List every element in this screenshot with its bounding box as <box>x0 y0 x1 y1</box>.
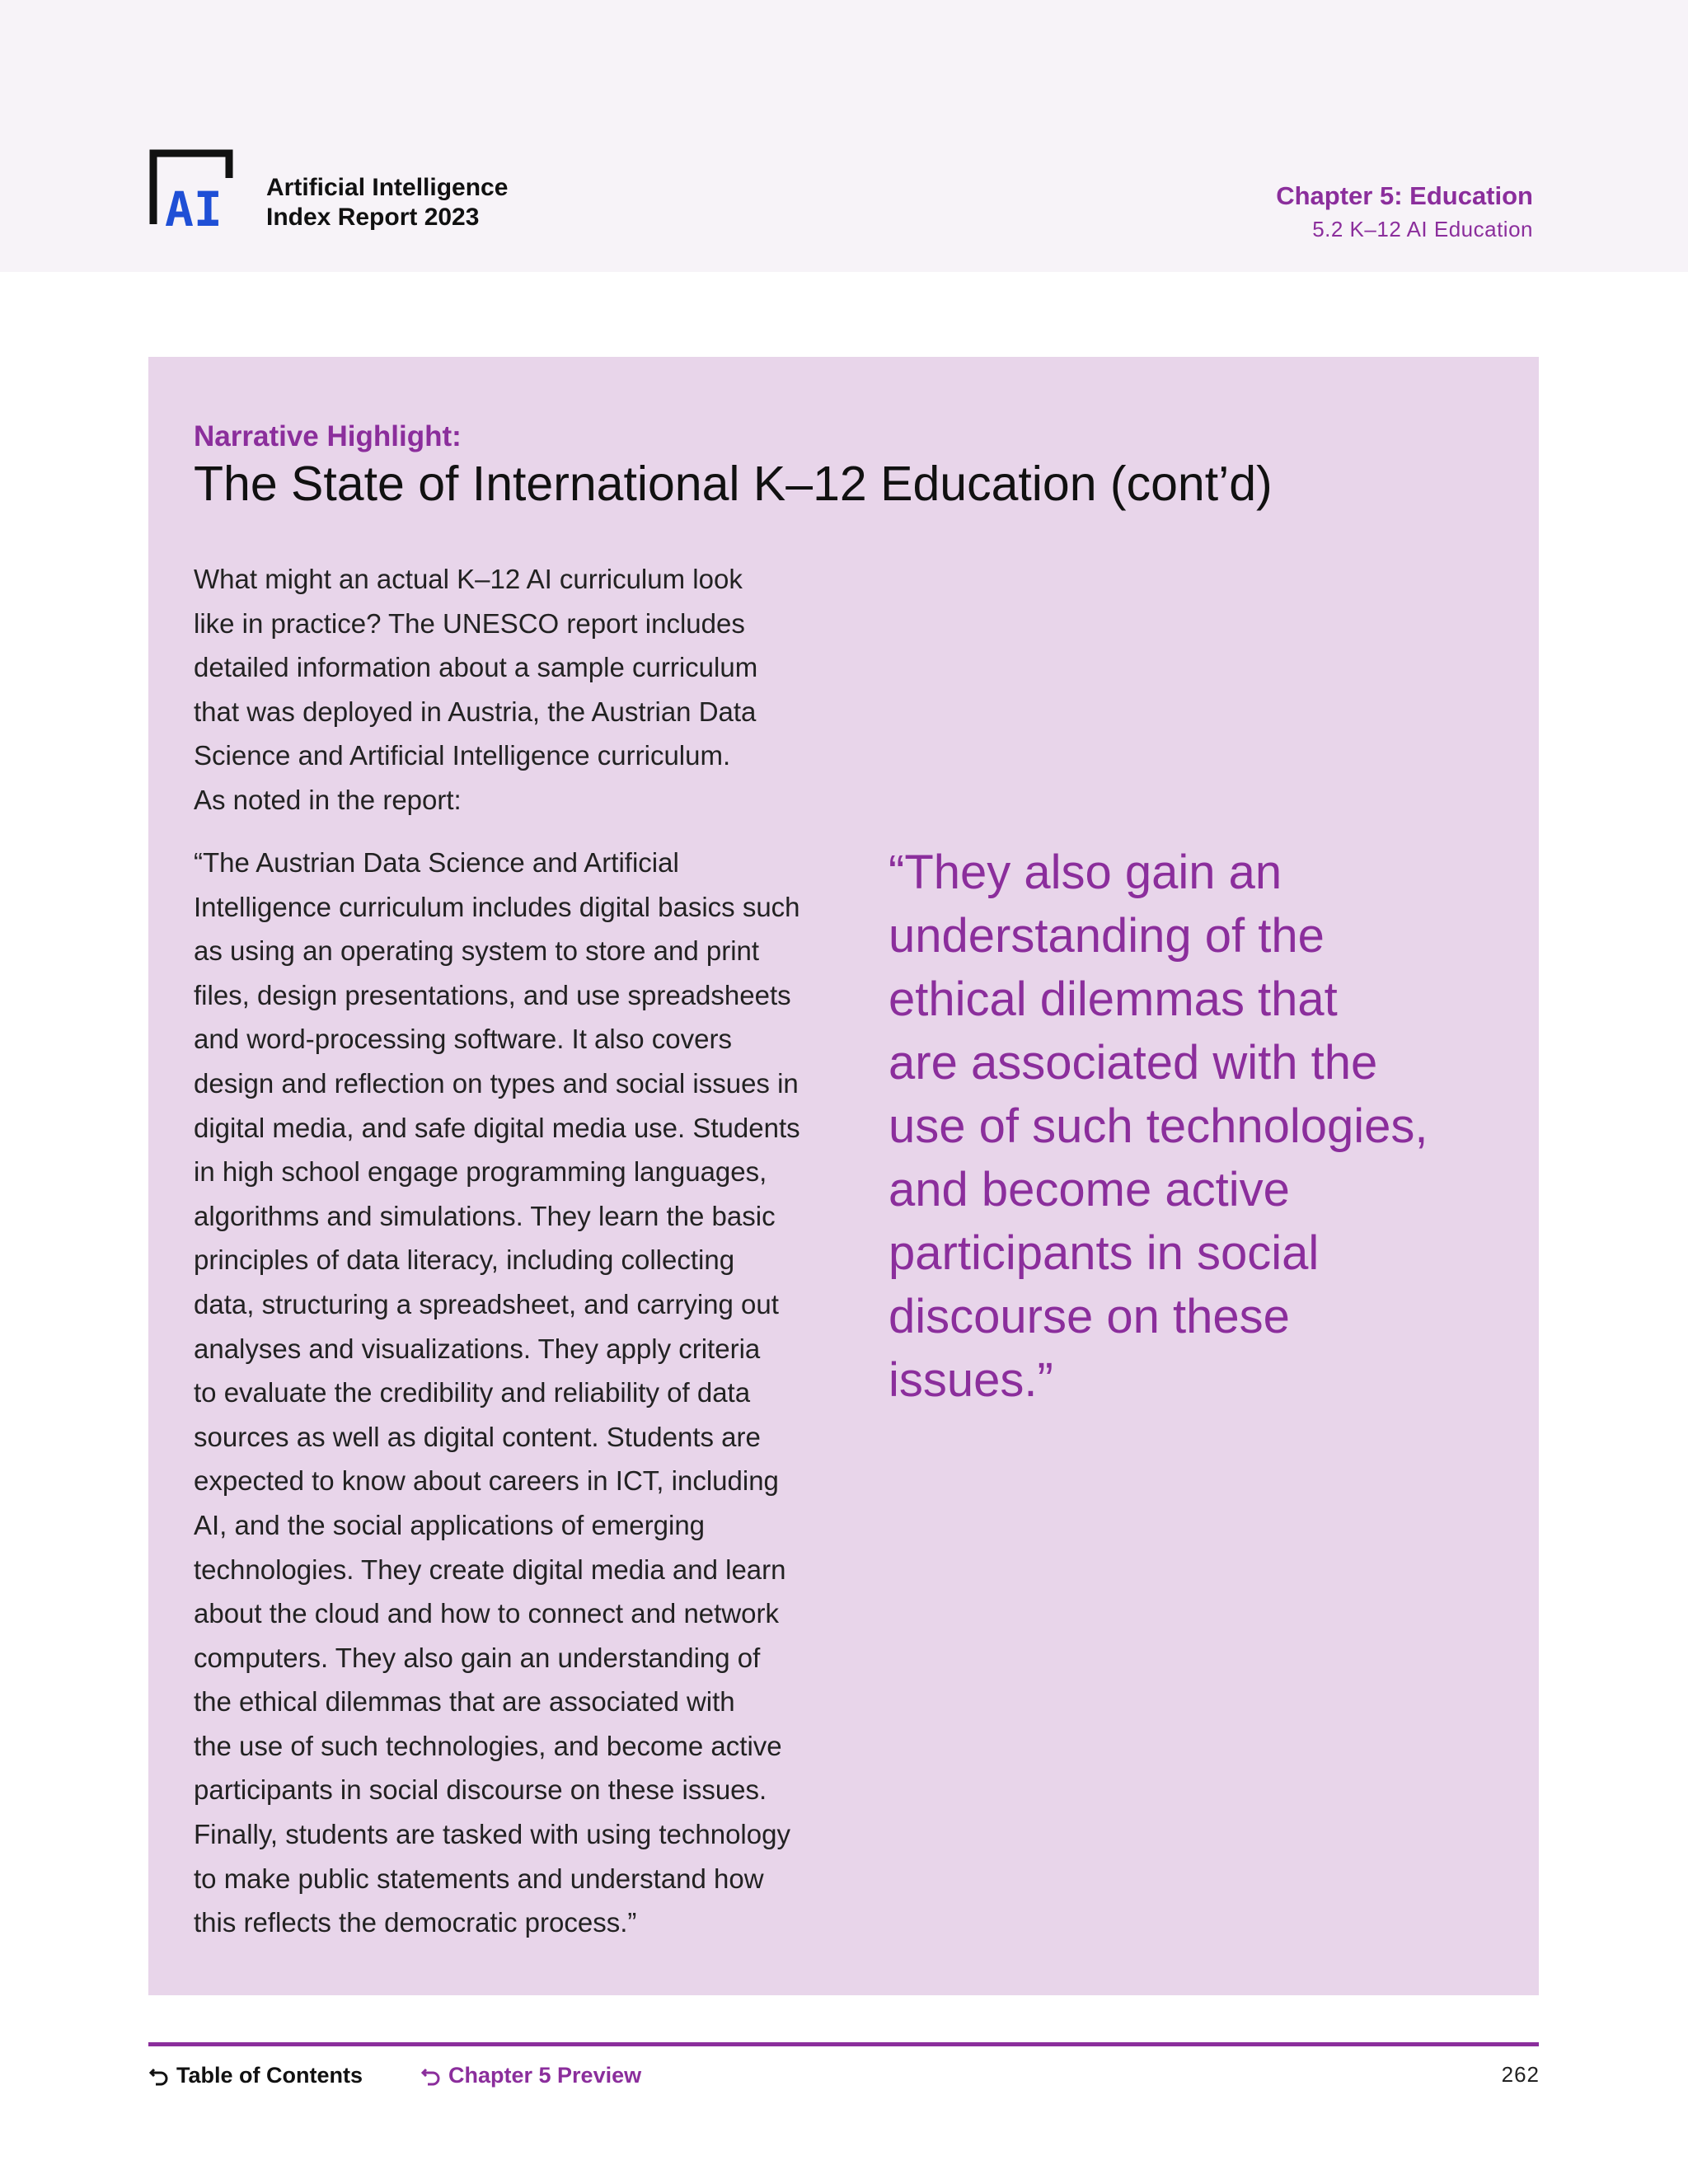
quote-line: computers. They also gain an understanding of <box>194 1642 761 1673</box>
pull-quote-line: “They also gain an <box>889 846 1282 899</box>
pull-quote-line: are associated with the <box>889 1036 1378 1090</box>
quote-line: data, structuring a spreadsheet, and carrying out <box>194 1288 779 1319</box>
report-title-line-1: Artificial Intelligence <box>266 174 509 201</box>
chapter-heading <box>1276 180 1533 244</box>
table-of-contents-label: Table of Contents <box>176 2063 363 2088</box>
quote-line: files, design presentations, and use spreadsheets <box>194 979 791 1010</box>
quote-line: to make public statements and understand how <box>194 1863 764 1894</box>
pull-quote-line: and become active <box>889 1163 1290 1216</box>
intro-paragraph <box>194 557 820 822</box>
pull-quote-line: participants in social <box>889 1226 1320 1280</box>
quote-line: the ethical dilemmas that are associated with <box>194 1686 735 1718</box>
quote-line: in high school engage programming languages, <box>194 1156 767 1188</box>
return-arrow-icon <box>420 2064 442 2086</box>
quote-line: design and reflection on types and social issues in <box>194 1067 799 1099</box>
logo-text: AI <box>165 181 223 229</box>
quote-line: to evaluate the credibility and reliability of data <box>194 1377 751 1408</box>
chapter-title: Chapter 5: Education <box>1276 181 1533 210</box>
intro-line: like in practice? The UNESCO report includes <box>194 607 745 639</box>
quote-line: principles of data literacy, including collecting <box>194 1244 735 1276</box>
quote-line: “The Austrian Data Science and Artificial <box>194 847 679 878</box>
intro-line: detailed information about a sample curriculum <box>194 652 758 682</box>
chapter-section: 5.2 K–12 AI Education <box>1312 217 1533 241</box>
chapter-preview-link[interactable] <box>420 2060 641 2090</box>
quote-line: this reflects the democratic process.” <box>194 1907 637 1938</box>
pull-quote-line: understanding of the <box>889 909 1325 963</box>
quote-line: participants in social discourse on these issues. <box>194 1774 767 1806</box>
table-of-contents-link[interactable] <box>148 2060 363 2090</box>
quote-line: algorithms and simulations. They learn the basic <box>194 1200 776 1231</box>
page-header <box>0 0 1688 272</box>
pull-quote-line: use of such technologies, <box>889 1099 1428 1153</box>
quote-line: digital media, and safe digital media use. Students <box>194 1112 800 1143</box>
intro-line: that was deployed in Austria, the Austrian Data <box>194 696 757 727</box>
quote-line: Finally, students are tasked with using technology <box>194 1819 790 1850</box>
quote-line: sources as well as digital content. Students are <box>194 1421 761 1452</box>
quote-line: technologies. They create digital media and learn <box>194 1554 786 1585</box>
report-quote-paragraph <box>194 841 820 1945</box>
quote-line: Intelligence curriculum includes digital basics such <box>194 891 800 922</box>
pull-quote-line: issues.” <box>889 1353 1053 1407</box>
report-title <box>266 173 508 232</box>
pull-quote-line: ethical dilemmas that <box>889 972 1338 1026</box>
quote-line: expected to know about careers in ICT, including <box>194 1465 779 1497</box>
quote-line: and word-processing software. It also covers <box>194 1024 732 1055</box>
report-title-line-2: Index Report 2023 <box>266 204 480 231</box>
narrative-highlight-panel <box>148 357 1539 1995</box>
eyebrow-label: Narrative Highlight: <box>194 420 462 452</box>
intro-line: As noted in the report: <box>194 784 462 815</box>
return-arrow-icon <box>148 2064 170 2086</box>
quote-line: the use of such technologies, and become active <box>194 1730 782 1761</box>
footer-divider <box>148 2042 1539 2046</box>
page-number: 262 <box>1501 2062 1540 2087</box>
ai-index-logo <box>148 148 239 229</box>
intro-line: What might an actual K–12 AI curriculum look <box>194 564 743 594</box>
quote-line: analyses and visualizations. They apply criteria <box>194 1333 761 1364</box>
page-title: The State of International K–12 Education (cont’d) <box>194 457 1273 511</box>
pull-quote-line: discourse on these <box>889 1290 1290 1343</box>
quote-line: as using an operating system to store and print <box>194 935 760 967</box>
chapter-preview-label: Chapter 5 Preview <box>448 2063 642 2088</box>
intro-line: Science and Artificial Intelligence curriculum. <box>194 740 731 771</box>
quote-line: about the cloud and how to connect and network <box>194 1598 779 1629</box>
pull-quote <box>889 841 1515 1412</box>
quote-line: AI, and the social applications of emerging <box>194 1509 706 1540</box>
